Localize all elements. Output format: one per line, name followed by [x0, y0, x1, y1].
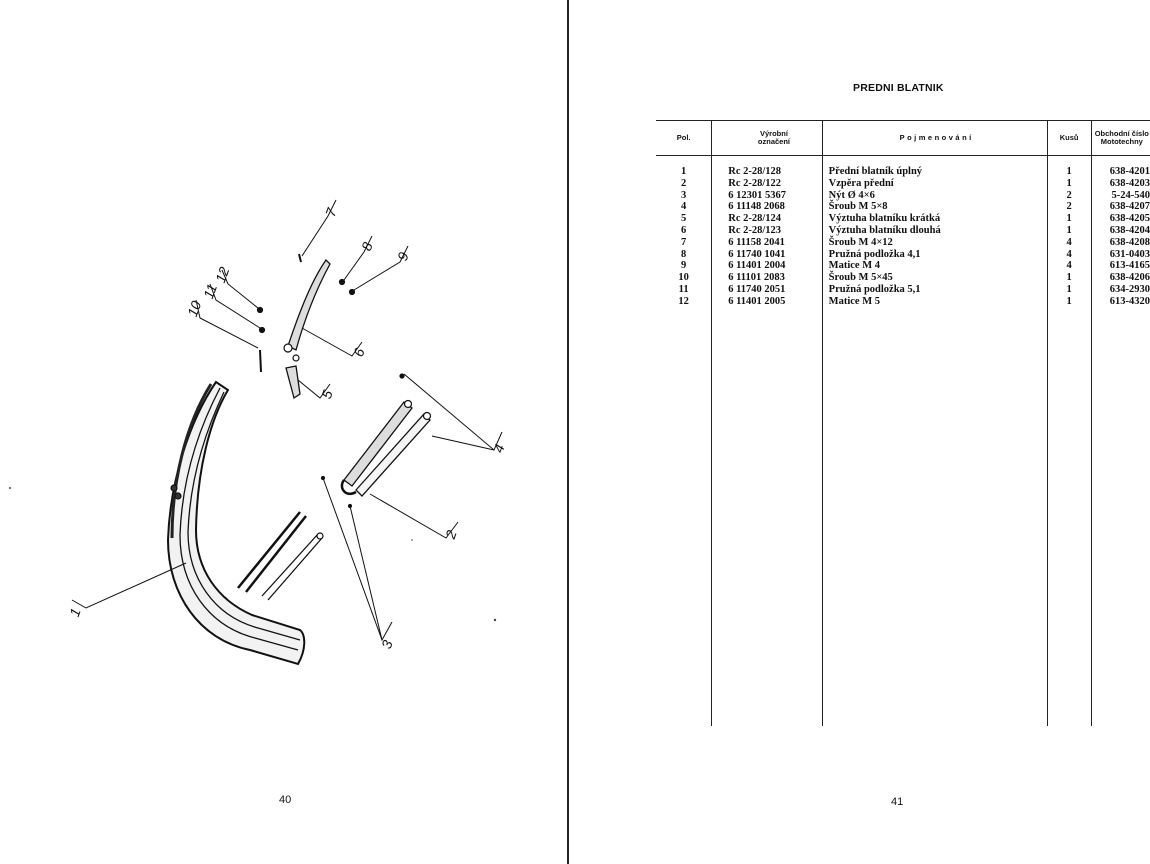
filler-cell — [656, 308, 712, 726]
cell-code: 6 11401 2005 — [712, 296, 822, 308]
cell-code: Rc 2-28/122 — [712, 178, 822, 190]
cell-qty: 1 — [1047, 272, 1091, 284]
cell-name: Šroub M 5×8 — [822, 201, 1047, 213]
book-gutter — [564, 0, 570, 864]
cell-qty: 4 — [1047, 260, 1091, 272]
right-page-number: 41 — [891, 796, 904, 808]
callout-9: 9 — [394, 250, 412, 263]
cell-order: 638-4207 — [1109, 201, 1150, 213]
callout-2: 2 — [442, 528, 460, 541]
cell-code: 6 11740 1041 — [712, 249, 822, 261]
long-reinforcement-part — [288, 260, 330, 350]
cell-pol: 3 — [656, 190, 712, 202]
cell-name: Šroub M 5×45 — [822, 272, 1047, 284]
cell-pol: 7 — [656, 237, 712, 249]
left-page — [0, 0, 563, 864]
cell-name: Výztuha blatníku dlouhá — [822, 225, 1047, 237]
cell-code: Rc 2-28/128 — [712, 166, 822, 178]
table-row — [656, 260, 1150, 272]
filler-cell — [1047, 308, 1091, 726]
parts-table — [656, 120, 1150, 726]
cell-order: 613-4320 — [1109, 295, 1150, 307]
cell-order: 638-4201 — [1109, 166, 1150, 177]
cell-order: 613-4165 — [1109, 260, 1150, 272]
table-spacer-row — [656, 156, 1150, 167]
cell-order: 5-24-540 — [1111, 189, 1150, 201]
cell-qty: 4 — [1047, 237, 1091, 249]
header-order-line2: Mototechny — [1100, 137, 1143, 146]
cell-pol: 6 — [656, 225, 712, 237]
cell-qty: 1 — [1047, 213, 1091, 225]
cell-name: Matice M 4 — [822, 260, 1047, 272]
cell-pol: 9 — [656, 260, 712, 272]
cell-order: 638-4205 — [1109, 213, 1150, 225]
cell-order: 638-4203 — [1109, 177, 1150, 189]
table-header-row — [656, 121, 1150, 156]
cell-order: 634-2930 — [1109, 283, 1150, 295]
cell-pol: 5 — [656, 213, 712, 225]
cell-name: Výztuha blatníku krátká — [822, 213, 1047, 225]
cell-qty: 1 — [1047, 166, 1091, 178]
table-row — [656, 201, 1150, 213]
table-row — [656, 249, 1150, 261]
header-code — [712, 121, 822, 156]
table-row — [656, 166, 1150, 178]
callout-7: 7 — [322, 206, 340, 219]
header-code-line1: Výrobní — [759, 129, 788, 138]
cell-qty: 1 — [1047, 225, 1091, 237]
cell-pol: 1 — [656, 166, 712, 178]
cell-code: 6 11158 2041 — [712, 237, 822, 249]
table-row — [656, 190, 1150, 202]
cell-pol: 11 — [656, 284, 712, 296]
header-code-line2: označení — [757, 137, 790, 146]
cell-name: Pružná podložka 5,1 — [822, 284, 1047, 296]
callout-3: 3 — [378, 638, 396, 651]
filler-cell — [712, 308, 822, 726]
cell-name: Vzpěra přední — [822, 178, 1047, 190]
left-page-number: 40 — [279, 794, 292, 806]
header-name: Pojmenování — [822, 121, 1047, 156]
cell-code: 6 11101 2083 — [712, 272, 822, 284]
cell-name: Přední blatník úplný — [822, 166, 1047, 178]
cell-order: 638-4206 — [1109, 272, 1150, 284]
table-row — [656, 272, 1150, 284]
callout-8: 8 — [358, 240, 376, 253]
cell-pol: 10 — [656, 272, 712, 284]
front-strut-part — [342, 401, 431, 497]
page-title: PREDNI BLATNIK — [853, 82, 944, 94]
cell-order: 638-4208 — [1109, 236, 1150, 248]
cell-qty: 1 — [1047, 284, 1091, 296]
cell-code: 6 12301 5367 — [712, 190, 822, 202]
cell-qty: 1 — [1047, 296, 1091, 308]
fender-part — [168, 382, 304, 664]
filler-cell — [822, 308, 1047, 726]
callout-10: 10 — [184, 298, 205, 319]
cell-pol: 4 — [656, 201, 712, 213]
cell-pol: 12 — [656, 296, 712, 308]
cell-qty: 1 — [1047, 178, 1091, 190]
table-row — [656, 296, 1150, 308]
cell-order: 631-0403 — [1109, 248, 1150, 260]
table-filler-row — [656, 308, 1150, 726]
table-row — [656, 237, 1150, 249]
cell-name: Šroub M 4×12 — [822, 237, 1047, 249]
table-row — [656, 213, 1150, 225]
table-row — [656, 225, 1150, 237]
callout-4: 4 — [490, 442, 508, 455]
cell-code: Rc 2-28/123 — [712, 225, 822, 237]
table-row — [656, 284, 1150, 296]
callout-11: 11 — [200, 281, 221, 301]
callout-12: 12 — [212, 264, 233, 285]
cell-code: 6 11740 2051 — [712, 284, 822, 296]
cell-name: Nýt Ø 4×6 — [822, 190, 1047, 202]
filler-cell — [1091, 308, 1150, 726]
callout-5: 5 — [318, 388, 336, 401]
short-reinforcement-part — [286, 366, 300, 398]
callout-1: 1 — [66, 606, 84, 619]
cell-qty: 2 — [1047, 190, 1091, 202]
cell-pol: 8 — [656, 249, 712, 261]
cell-pol: 2 — [656, 178, 712, 190]
header-order-line1: Obchodní číslo — [1094, 129, 1149, 138]
cell-qty: 4 — [1047, 249, 1091, 261]
cell-order: 638-4204 — [1109, 224, 1150, 236]
cell-qty: 2 — [1047, 201, 1091, 213]
table-row — [656, 178, 1150, 190]
callout-6: 6 — [350, 346, 368, 359]
cell-code: 6 11148 2068 — [712, 201, 822, 213]
exploded-parts-diagram — [0, 0, 563, 864]
fender-stay — [238, 512, 306, 592]
cell-name: Matice M 5 — [822, 296, 1047, 308]
header-qty: Kusů — [1047, 121, 1091, 156]
right-page — [571, 0, 1150, 864]
cell-name: Pružná podložka 4,1 — [822, 249, 1047, 261]
cell-code: Rc 2-28/124 — [712, 213, 822, 225]
table-body — [656, 156, 1150, 726]
header-order — [1091, 121, 1150, 156]
header-pol: Pol. — [656, 121, 712, 156]
cell-code: 6 11401 2004 — [712, 260, 822, 272]
